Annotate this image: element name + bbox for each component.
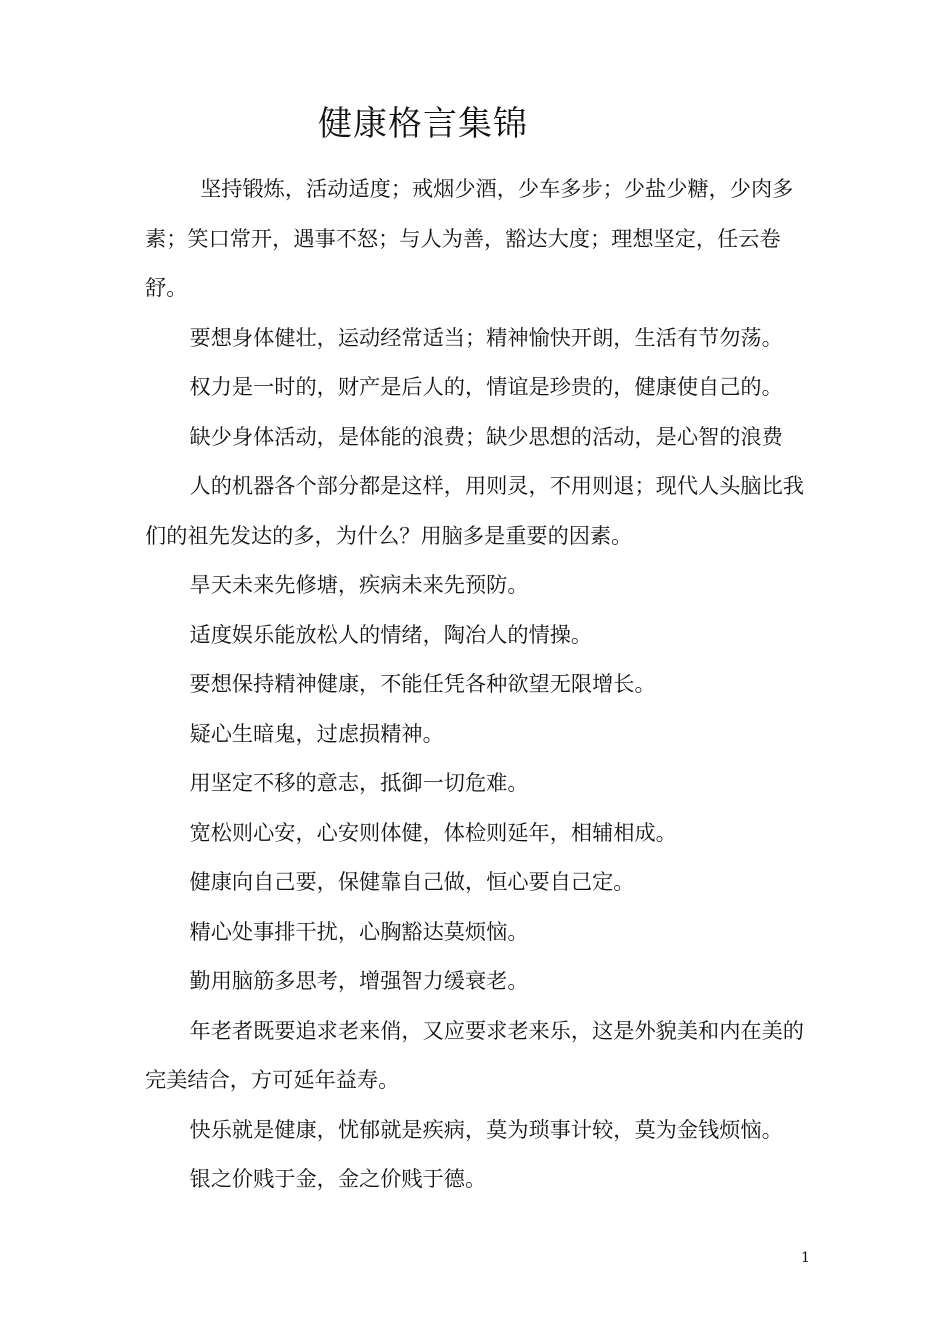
paragraph: 疑心生暗鬼，过虑损精神。	[189, 720, 444, 746]
paragraph: 勤用脑筋多思考，增强智力缓衰老。	[189, 968, 529, 993]
paragraph: 适度娱乐能放松人的情绪，陶冶人的情操。	[189, 621, 593, 647]
document-title: 健康格言集锦	[318, 104, 528, 144]
paragraph: 旱天未来先修塘，疾病未来先预防。	[189, 572, 529, 597]
paragraph: 人的机器各个部分都是这样，用则灵，不用则退；现代人头脑比我们的祖先发达的多，为什么？用脑多是重要的因素。	[145, 473, 804, 548]
paragraph: 缺少身体活动，是体能的浪费；缺少思想的活动，是心智的浪费	[189, 423, 783, 449]
paragraph: 年老者既要追求老来俏，又应要求老来乐，这是外貌美和内在美的完美结合，方可延年益寿。	[145, 1017, 804, 1092]
document-body	[145, 164, 811, 1204]
paragraph: 要想保持精神健康，不能任凭各种欲望无限增长。	[189, 671, 656, 696]
paragraph: 坚持锻炼，活动适度；戒烟少酒，少车多步；少盐少糖，少肉多素；笑口常开，遇事不怒；与人为善，豁达大度；理想坚定，任云卷舒。	[145, 176, 794, 300]
paragraph: 快乐就是健康，忧郁就是疾病，莫为琐事计较，莫为金钱烦恼。	[189, 1116, 783, 1142]
paragraph: 权力是一时的，财产是后人的，情谊是珍贵的，健康使自己的。	[189, 374, 783, 399]
paragraph: 健康向自己要，保健靠自己做，恒心要自己定。	[189, 869, 635, 894]
page-number: 1	[801, 1250, 810, 1266]
paragraph: 宽松则心安，心安则体健，体检则延年，相辅相成。	[189, 819, 677, 845]
paragraph: 精心处事排干扰，心胸豁达莫烦恼。	[189, 918, 529, 944]
paragraph: 银之价贱于金，金之价贱于德。	[189, 1166, 487, 1191]
paragraph: 用坚定不移的意志，抵御一切危难。	[189, 770, 529, 795]
paragraph: 要想身体健壮，运动经常适当；精神愉快开朗，生活有节勿荡。	[189, 324, 783, 350]
